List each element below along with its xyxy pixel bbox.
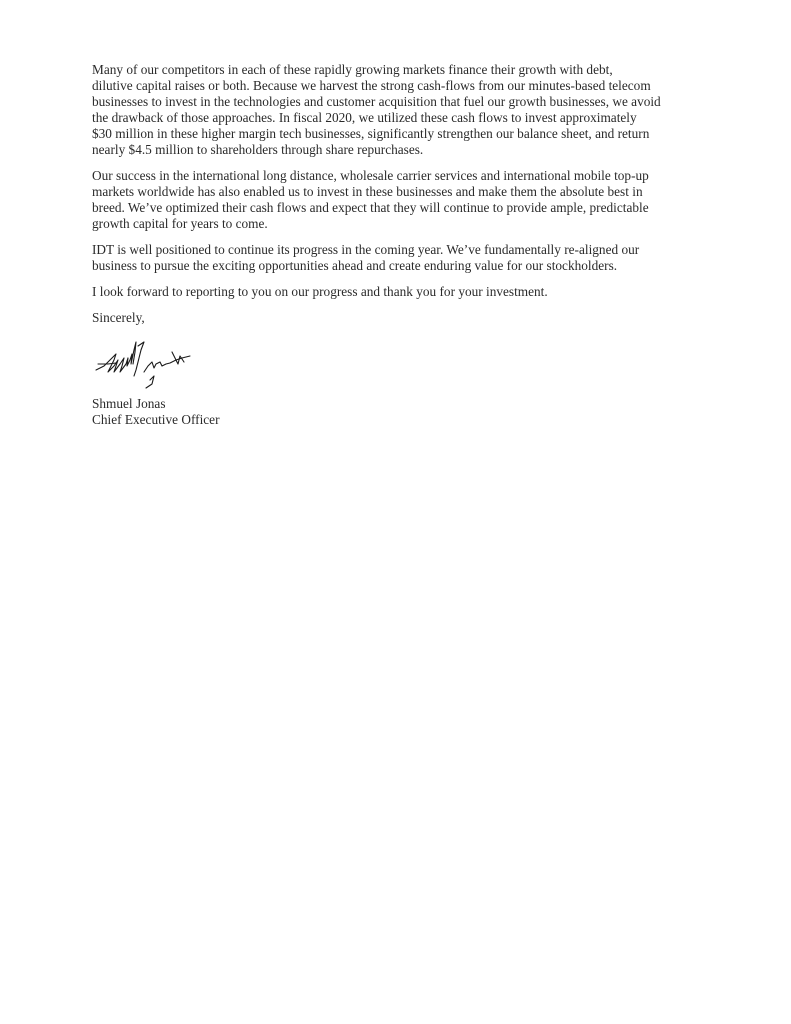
paragraph-line: dilutive capital raises or both. Because we harvest the strong cash-flows from our minutes-based telecom	[92, 78, 651, 93]
paragraph-line: the drawback of those approaches. In fiscal 2020, we utilized these cash flows to invest approximately	[92, 110, 637, 125]
paragraph-line: growth capital for years to come.	[92, 216, 268, 231]
paragraph-line: Our success in the international long distance, wholesale carrier services and international mobile top-up	[92, 168, 649, 183]
paragraph-line: $30 million in these higher margin tech businesses, significantly strengthen our balance sheet, and return	[92, 126, 650, 141]
closing-salutation: Sincerely,	[92, 310, 145, 325]
paragraph-line: business to pursue the exciting opportunities ahead and create enduring value for our stockholders.	[92, 258, 618, 273]
handwritten-signature	[94, 336, 204, 392]
paragraph-line: markets worldwide has also enabled us to invest in these businesses and make them the absolute best in	[92, 184, 643, 199]
paragraph-line: IDT is well positioned to continue its progress in the coming year. We’ve fundamentally re-aligned our	[92, 242, 640, 257]
paragraph-line: I look forward to reporting to you on our progress and thank you for your investment.	[92, 284, 548, 299]
paragraph-line: businesses to invest in the technologies and customer acquisition that fuel our growth businesses, we avoid	[92, 94, 661, 109]
paragraph-line: breed. We’ve optimized their cash flows and expect that they will continue to provide ample, predictable	[92, 200, 649, 215]
paragraph-line: Many of our competitors in each of these rapidly growing markets finance their growth with debt,	[92, 62, 613, 77]
signer-block	[92, 396, 712, 428]
paragraph-success	[92, 168, 712, 232]
letter-page	[92, 62, 712, 428]
paragraph-competitors	[92, 62, 712, 158]
paragraph-outlook	[92, 242, 712, 274]
paragraph-thanks	[92, 284, 712, 300]
signer-name: Shmuel Jonas	[92, 396, 166, 411]
signer-title: Chief Executive Officer	[92, 412, 220, 427]
paragraph-line: nearly $4.5 million to shareholders through share repurchases.	[92, 142, 424, 157]
